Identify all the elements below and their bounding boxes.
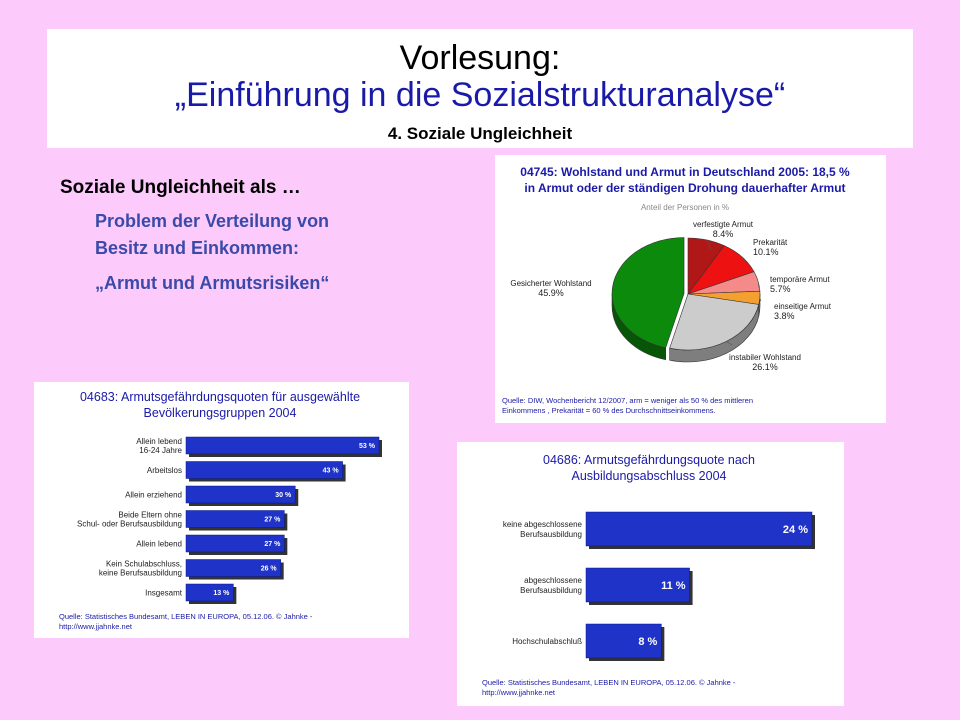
body-heading: Soziale Ungleichheit als … [60,177,301,198]
bar-category-label: Kein Schulabschluss, [105,559,182,569]
pie-title-line: in Armut oder der ständigen Drohung dauerhafter Armut [524,181,846,195]
bar-chart-groups [34,382,409,638]
bar-category-label: keine Berufsausbildung [98,568,182,578]
bar-chart-education-panel [457,442,844,706]
pie-source-line: Einkommens , Prekarität = 60 % des Durchschnittseinkommens. [502,406,716,415]
bar-chart-education [457,442,844,706]
bar-category-label: Berufsausbildung [520,585,582,595]
title-box [47,29,913,148]
bar-value-label: 27 % [264,516,281,524]
pie-subtitle: Anteil der Personen in % [640,203,730,212]
bar-category-label: Allein lebend [136,539,182,549]
bar-category-label: keine abgeschlossene [502,519,582,529]
pie-slice-value: 45.9% [538,288,564,298]
pie-slice-value: 8.4% [712,229,734,239]
bar-category-label: Beide Eltern ohne [118,510,182,520]
bar-value-label: 24 % [782,523,808,536]
bar-category-label: 16-24 Jahre [139,445,182,455]
bar-source-line: http://www.jjahnke.net [482,688,555,697]
bar [186,437,379,454]
pie-slice-label: instabiler Wohlstand [729,353,801,362]
title-line-2: „Einführung in die Sozialstrukturanalyse“ [174,76,786,114]
bar-category-label: Allein erziehend [125,490,182,500]
body-text-line-2: Besitz und Einkommen: [95,238,300,258]
bar-title-line: 04683: Armutsgefährdungsquoten für ausgewählte [79,390,361,404]
title-line-1: Vorlesung: [399,39,561,77]
bar-source-line: Quelle: Statistisches Bundesamt, LEBEN IN EUROPA, 05.12.06. © Jahnke - [482,678,736,687]
bar-value-label: 43 % [322,467,339,475]
pie-slice-label: Gesicherter Wohlstand [510,279,592,288]
bar-value-label: 26 % [260,565,277,573]
bar-source-line: http://www.jjahnke.net [59,622,132,631]
bar-chart-groups-panel [34,382,409,638]
body-text-line-3: „Armut und Armutsrisiken“ [95,273,330,293]
bar-category-label: Schul- oder Berufsausbildung [77,519,182,529]
bar-category-label: Allein lebend [136,436,182,446]
pie-slice-label: einseitige Armut [774,302,831,311]
bar-source-line: Quelle: Statistisches Bundesamt, LEBEN IN EUROPA, 05.12.06. © Jahnke - [59,612,313,621]
bar-category-label: abgeschlossene [524,575,582,585]
bar-category-label: Arbeitslos [146,465,182,475]
bar-title-line: Ausbildungsabschluss 2004 [571,469,727,483]
pie-chart [495,155,886,423]
pie-source-line: Quelle: DIW, Wochenbericht 12/2007, arm = weniger als 50 % des mittleren [502,396,754,405]
bar-title-line: Bevölkerungsgruppen 2004 [143,406,297,420]
pie-slice-value: 5.7% [770,284,791,294]
pie-slice [670,294,759,350]
bar [186,462,343,479]
pie-chart-panel [495,155,886,423]
pie-slice-label: temporäre Armut [770,275,830,284]
pie-slice-value: 26.1% [752,362,778,372]
title-subtitle: 4. Soziale Ungleichheit [387,124,573,143]
pie-slice-label: Prekarität [753,238,788,247]
bar-value-label: 30 % [275,491,292,499]
bar-value-label: 11 % [661,579,686,592]
bar [586,512,812,546]
pie-slice-value: 3.8% [774,311,795,321]
pie-slice-label: verfestigte Armut [692,220,754,229]
bar-value-label: 27 % [264,540,281,548]
bar-category-label: Hochschulabschluß [512,636,582,646]
body-text-line-1: Problem der Verteilung von [95,211,330,231]
pie-slice-value: 10.1% [753,247,779,257]
bar-value-label: 8 % [638,635,658,648]
pie-title-line: 04745: Wohlstand und Armut in Deutschland 2005: 18,5 % [520,165,850,179]
bar-value-label: 53 % [359,442,375,450]
bar-title-line: 04686: Armutsgefährdungsquote nach [543,453,755,467]
bar-category-label: Berufsausbildung [520,529,582,539]
bar-category-label: Insgesamt [145,588,182,598]
bar-value-label: 13 % [213,589,230,597]
